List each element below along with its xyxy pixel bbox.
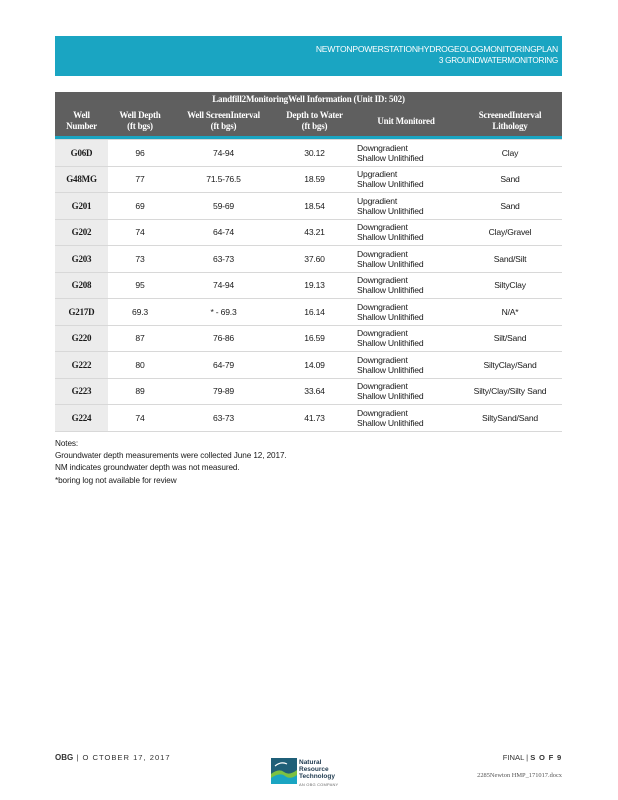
gradient-label: Downgradient (357, 248, 408, 259)
well-depth-cell: 87 (108, 325, 172, 352)
screen-interval-cell: 64-79 (172, 352, 275, 379)
logo-subtitle: AN OBG COMPANY (299, 782, 339, 787)
depth-to-water-cell: 41.73 (275, 405, 354, 432)
screen-interval-cell: 74-94 (172, 140, 275, 167)
footer-status: FINAL | (502, 753, 529, 762)
unit-monitored-cell (354, 352, 458, 379)
gradient-label: Downgradient (357, 142, 408, 153)
gradient-label: Upgradient (357, 169, 398, 180)
gradient-label: Upgradient (357, 195, 398, 206)
well-depth-cell: 74 (108, 405, 172, 432)
header-banner (55, 36, 562, 76)
lithology-cell: Clay/Gravel (458, 219, 562, 246)
screen-interval-cell: * - 69.3 (172, 299, 275, 326)
well-number-cell: G224 (55, 405, 108, 432)
screen-interval-cell: 74-94 (172, 272, 275, 299)
table-row (55, 219, 562, 246)
header-line-1: NEWTONPOWERSTATIONHYDROGEOLOGMONITORINGPLAN (315, 44, 558, 54)
company-logo (271, 758, 351, 792)
nrt-logo-icon (271, 758, 297, 784)
unit-label: Shallow Unlithified (357, 417, 424, 428)
note-line: Notes: (55, 439, 79, 448)
unit-label: Shallow Unlithified (357, 179, 424, 190)
lithology-cell: Silt/Sand (458, 325, 562, 352)
unit-label: Shallow Unlithified (357, 311, 424, 322)
screen-interval-cell: 76-86 (172, 325, 275, 352)
depth-to-water-cell: 18.59 (275, 166, 354, 193)
lithology-cell: SiltyClay (458, 272, 562, 299)
column-header (55, 106, 108, 136)
column-header-line-2: (ft bgs) (301, 121, 328, 131)
unit-label: Shallow Unlithified (357, 285, 424, 296)
logo-wordmark (299, 759, 335, 780)
lithology-cell: Sand (458, 193, 562, 220)
page-number: S O F 9 (530, 753, 562, 762)
column-header-line-1: Well Depth (119, 110, 161, 120)
well-depth-cell: 69.3 (108, 299, 172, 326)
well-depth-cell: 95 (108, 272, 172, 299)
well-depth-cell: 74 (108, 219, 172, 246)
column-header-line-2: Number (66, 121, 97, 131)
well-number-cell: G203 (55, 246, 108, 273)
table-row (55, 352, 562, 379)
depth-to-water-cell: 18.54 (275, 193, 354, 220)
table-row (55, 405, 562, 432)
table-row (55, 378, 562, 405)
lithology-cell: Sand/Silt (458, 246, 562, 273)
column-header-line-1: Depth to Water (286, 110, 343, 120)
screen-interval-cell: 63-73 (172, 246, 275, 273)
column-header-line-2: Lithology (492, 121, 528, 131)
table-row (55, 325, 562, 352)
column-header (354, 106, 458, 136)
well-number-cell: G06D (55, 140, 108, 167)
unit-monitored-cell (354, 246, 458, 273)
well-number-cell: G222 (55, 352, 108, 379)
header-line-2: 3 GROUNDWATERMONITORING (438, 56, 558, 65)
unit-label: Shallow Unlithified (357, 258, 424, 269)
column-header (172, 106, 275, 136)
screen-interval-cell: 59-69 (172, 193, 275, 220)
unit-monitored-cell (354, 325, 458, 352)
well-number-cell: G202 (55, 219, 108, 246)
well-depth-cell: 80 (108, 352, 172, 379)
table-row (55, 299, 562, 326)
table-title: Landfill2MonitoringWell Information (Unit ID: 502) (55, 92, 562, 106)
unit-monitored-cell (354, 272, 458, 299)
unit-label: Shallow Unlithified (357, 338, 424, 349)
table-body (55, 140, 562, 432)
footer-org: OBG (55, 753, 74, 762)
unit-label: Shallow Unlithified (357, 391, 424, 402)
lithology-cell: Silty/Clay/Silty Sand (458, 378, 562, 405)
well-number-cell: G201 (55, 193, 108, 220)
unit-monitored-cell (354, 299, 458, 326)
lithology-cell: Sand (458, 166, 562, 193)
unit-monitored-cell (354, 405, 458, 432)
well-depth-cell: 73 (108, 246, 172, 273)
column-header (458, 106, 562, 136)
well-number-cell: G223 (55, 378, 108, 405)
unit-monitored-cell (354, 378, 458, 405)
column-header-line-1: Well (73, 110, 90, 120)
depth-to-water-cell: 16.14 (275, 299, 354, 326)
gradient-label: Downgradient (357, 301, 408, 312)
column-header-row (55, 106, 562, 136)
gradient-label: Downgradient (357, 328, 408, 339)
gradient-label: Downgradient (357, 381, 408, 392)
well-depth-cell: 89 (108, 378, 172, 405)
table-notes (55, 438, 455, 487)
well-number-cell: G217D (55, 299, 108, 326)
gradient-label: Downgradient (357, 407, 408, 418)
lithology-cell: Clay (458, 140, 562, 167)
unit-label: Shallow Unlithified (357, 364, 424, 375)
footer-date: | O CTOBER 17, 2017 (76, 753, 171, 762)
unit-monitored-cell (354, 219, 458, 246)
column-header (108, 106, 172, 136)
well-depth-cell: 69 (108, 193, 172, 220)
logo-line-1: Natural (299, 759, 322, 766)
well-depth-cell: 77 (108, 166, 172, 193)
well-depth-cell: 96 (108, 140, 172, 167)
lithology-cell: SiltySand/Sand (458, 405, 562, 432)
depth-to-water-cell: 16.59 (275, 325, 354, 352)
well-information-table (55, 92, 562, 432)
unit-monitored-cell (354, 140, 458, 167)
note-line: NM indicates groundwater depth was not measured. (55, 463, 240, 473)
table-row (55, 193, 562, 220)
column-header-line-2: (ft bgs) (127, 121, 153, 131)
table-row (55, 272, 562, 299)
depth-to-water-cell: 43.21 (275, 219, 354, 246)
screen-interval-cell: 71.5-76.5 (172, 166, 275, 193)
gradient-label: Downgradient (357, 354, 408, 365)
depth-to-water-cell: 14.09 (275, 352, 354, 379)
table-row (55, 246, 562, 273)
lithology-cell: N/A* (458, 299, 562, 326)
well-number-cell: G220 (55, 325, 108, 352)
depth-to-water-cell: 37.60 (275, 246, 354, 273)
logo-line-3: Technology (299, 773, 335, 780)
unit-label: Shallow Unlithified (357, 152, 424, 163)
footer-left (55, 753, 171, 762)
column-header-line-1: Well ScreenInterval (187, 110, 260, 120)
depth-to-water-cell: 33.64 (275, 378, 354, 405)
screen-interval-cell: 64-74 (172, 219, 275, 246)
column-header-line-1: Unit Monitored (377, 115, 435, 126)
well-number-cell: G208 (55, 272, 108, 299)
gradient-label: Downgradient (357, 222, 408, 233)
column-header-line-2: (ft bgs) (210, 121, 237, 131)
note-line: *boring log not available for review (55, 475, 177, 485)
gradient-label: Downgradient (357, 275, 408, 286)
unit-monitored-cell (354, 166, 458, 193)
well-number-cell: G48MG (55, 166, 108, 193)
unit-label: Shallow Unlithified (357, 205, 424, 216)
table-row (55, 166, 562, 193)
note-line: Groundwater depth measurements were collected June 12, 2017. (55, 451, 287, 461)
screen-interval-cell: 79-89 (172, 378, 275, 405)
lithology-cell: SiltyClay/Sand (458, 352, 562, 379)
depth-to-water-cell: 30.12 (275, 140, 354, 167)
column-header (275, 106, 354, 136)
unit-monitored-cell (354, 193, 458, 220)
unit-label: Shallow Unlithified (357, 232, 424, 243)
depth-to-water-cell: 19.13 (275, 272, 354, 299)
footer-filename: 2285Newton HMP_171017.docx (477, 772, 562, 779)
table-row (55, 140, 562, 167)
logo-line-2: Resource (299, 766, 329, 773)
footer-right (503, 753, 562, 762)
screen-interval-cell: 63-73 (172, 405, 275, 432)
column-header-line-1: ScreenedInterval (478, 110, 542, 120)
